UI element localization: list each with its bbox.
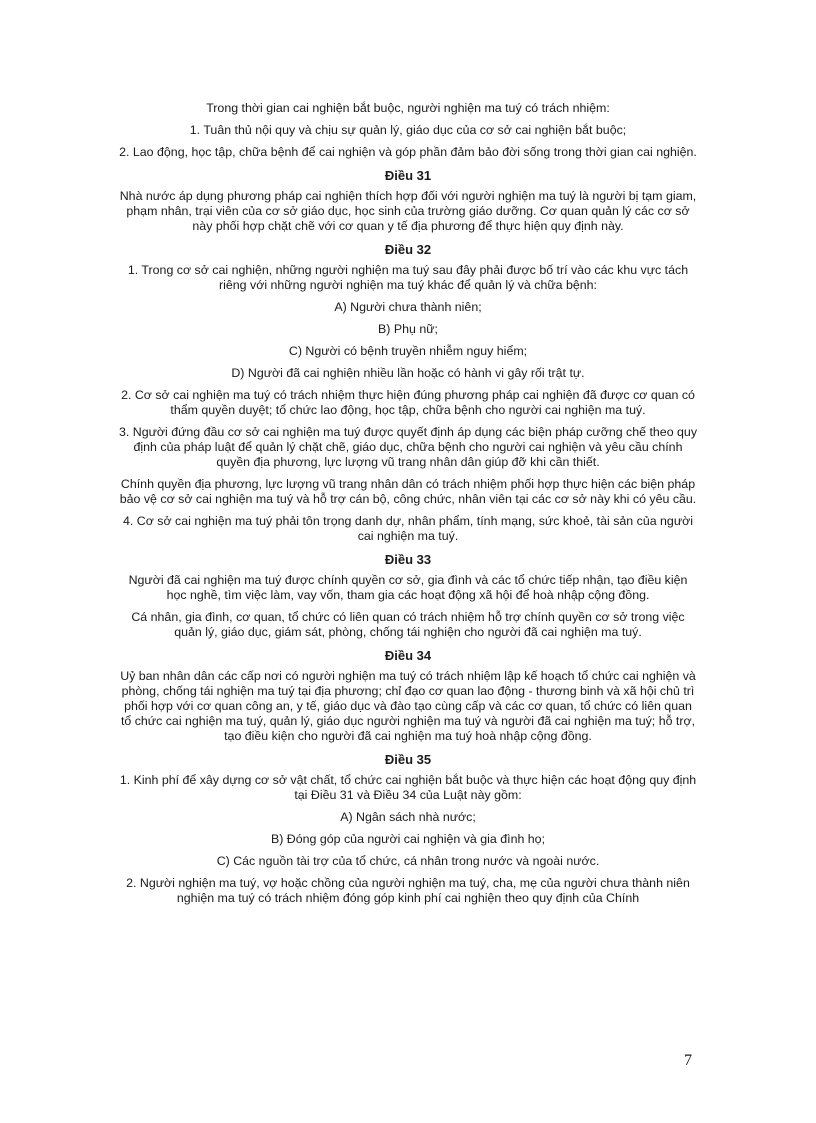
list-item: C) Các nguồn tài trợ của tổ chức, cá nhân trong nước và ngoài nước. bbox=[216, 854, 600, 868]
paragraph: Người đã cai nghiện ma tuý được chính quyền cơ sở, gia đình và các tổ chức tiếp nhận, tạo điều kiện học nghề, tìm việc làm, vay vốn, tham gia các hoạt động xã hội để hoà nhập cộng đồng. bbox=[128, 573, 688, 602]
list-item: B) Đóng góp của người cai nghiện và gia đình họ; bbox=[270, 832, 546, 846]
paragraph: 4. Cơ sở cai nghiện ma tuý phải tôn trọng danh dự, nhân phẩm, tính mạng, sức khoẻ, tài sản của người cai nghiện ma tuý. bbox=[123, 514, 693, 543]
document-body bbox=[118, 101, 698, 913]
paragraph: 2. Cơ sở cai nghiện ma tuý có trách nhiệm thực hiện đúng phương pháp cai nghiện đã được cơ quan có thẩm quyền duyệt; tổ chức lao động, học tập, chữa bệnh cho người cai nghiện ma tuý. bbox=[121, 388, 695, 417]
paragraph: 2. Lao động, học tập, chữa bệnh để cai nghiện và góp phần đảm bảo đời sống trong thời gian cai nghiện. bbox=[119, 145, 697, 159]
list-item: A) Người chưa thành niên; bbox=[334, 300, 482, 314]
paragraph: 1. Trong cơ sở cai nghiện, những người nghiện ma tuý sau đây phải được bố trí vào các khu vực tách riêng với những người nghiện ma tuý khác để quản lý và chữa bệnh: bbox=[127, 263, 689, 292]
paragraph: Uỷ ban nhân dân các cấp nơi có người nghiện ma tuý có trách nhiệm lập kế hoạch tổ chức cai nghiện và phòng, chống tái nghiện ma tuý tại địa phương; chỉ đạo cơ quan lao động - thương binh và xã hội chủ trì phối hợp với cơ quan công an, y tế, giáo dục và đào tạo cùng cấp và các cơ quan, tổ chức có liên quan tổ chức cai nghiện ma tuý, quản lý, giáo dục người nghiện ma tuý và người đã cai nghiện ma tuý; hỗ trợ, tạo điều kiện cho người đã cai nghiện ma tuý hoà nhập cộng đồng. bbox=[120, 669, 696, 743]
list-item: C) Người có bệnh truyền nhiễm nguy hiểm; bbox=[288, 344, 528, 358]
article-heading: Điều 35 bbox=[384, 752, 432, 767]
paragraph: 2. Người nghiện ma tuý, vợ hoặc chồng của người nghiện ma tuý, cha, mẹ của người chưa thành niên nghiện ma tuý có trách nhiệm đóng góp kinh phí cai nghiện theo quy định của Chính bbox=[126, 876, 690, 905]
list-item: D) Người đã cai nghiện nhiều lần hoặc có hành vi gây rối trật tự. bbox=[231, 366, 585, 380]
paragraph: 1. Tuân thủ nội quy và chịu sự quản lý, giáo dục của cơ sở cai nghiện bắt buộc; bbox=[189, 123, 627, 137]
article-heading: Điều 31 bbox=[384, 168, 432, 183]
article-heading: Điều 34 bbox=[384, 648, 432, 663]
list-item: B) Phụ nữ; bbox=[378, 322, 438, 336]
paragraph: Nhà nước áp dụng phương pháp cai nghiện thích hợp đối với người nghiện ma tuý là người bị tạm giam, phạm nhân, trại viên của cơ sở giáo dục, học sinh của trường giáo dưỡng. Cơ quan quản lý các cơ sở này phối hợp chặt chẽ với cơ quan y tế địa phương để thực hiện quy định này. bbox=[119, 189, 697, 233]
page-number: 7 bbox=[684, 1052, 692, 1069]
list-item: A) Ngân sách nhà nước; bbox=[340, 810, 476, 824]
paragraph: 1. Kinh phí để xây dựng cơ sở vật chất, tổ chức cai nghiện bắt buộc và thực hiện các hoạt động quy định tại Điều 31 và Điều 34 của Luật này gồm: bbox=[119, 773, 697, 802]
paragraph: Trong thời gian cai nghiện bắt buộc, người nghiện ma tuý có trách nhiệm: bbox=[206, 101, 610, 115]
article-heading: Điều 32 bbox=[384, 242, 432, 257]
paragraph: Chính quyền địa phương, lực lượng vũ trang nhân dân có trách nhiệm phối hợp thực hiện các biện pháp bảo vệ cơ sở cai nghiện ma tuý và hỗ trợ cán bộ, công chức, nhân viên tại các cơ sở này khi có yêu cầu. bbox=[119, 477, 697, 506]
article-heading: Điều 33 bbox=[384, 552, 432, 567]
paragraph: 3. Người đứng đầu cơ sở cai nghiện ma tuý được quyết định áp dụng các biện pháp cưỡng chế theo quy định của pháp luật để quản lý chặt chẽ, giáo dục, chữa bệnh cho người cai nghiện và yêu cầu chính quyền địa phương, lực lượng vũ trang nhân dân giúp đỡ khi cần thiết. bbox=[118, 425, 698, 469]
paragraph: Cá nhân, gia đình, cơ quan, tổ chức có liên quan có trách nhiệm hỗ trợ chính quyền cơ sở trong việc quản lý, giáo dục, giám sát, phòng, chống tái nghiện cho người đã cai nghiện ma tuý. bbox=[131, 610, 685, 639]
